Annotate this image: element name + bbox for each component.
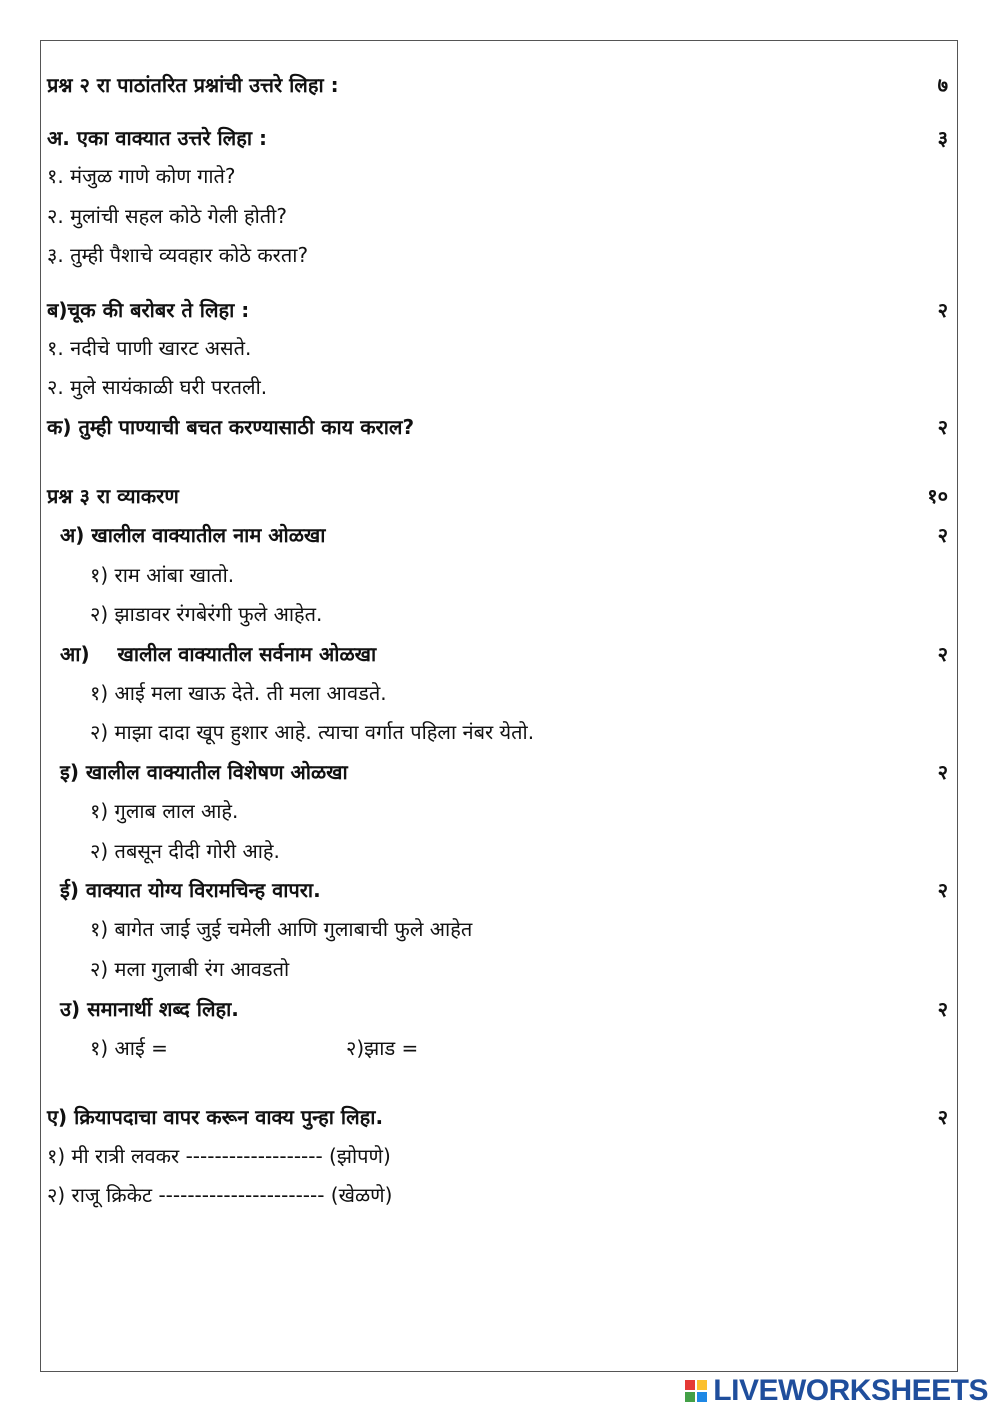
q3i-item — [90, 793, 948, 827]
synonym-item-2: २)झाड = — [345, 1035, 419, 1060]
question-text: २) झाडावर रंगबेरंगी फुले आहेत. — [90, 601, 323, 626]
logo-square — [697, 1380, 707, 1390]
q3i-item — [90, 833, 948, 867]
question-text: १. नदीचे पाणी खारट असते. — [47, 335, 252, 360]
question-text: २) राजू क्रिकेट ----------------------- (खेळणे) — [47, 1182, 393, 1207]
q3-marks: १० — [927, 483, 948, 508]
q3ii-title: ई) वाक्यात योग्य विरामचिन्ह वापरा. — [60, 877, 321, 902]
q3e-item — [47, 1177, 948, 1211]
q2-heading — [47, 67, 948, 101]
q2a-item — [47, 158, 948, 192]
q3aa-marks: २ — [937, 641, 948, 666]
synonym-pair — [90, 1034, 418, 1061]
logo-square — [697, 1392, 707, 1402]
q3e-item — [47, 1138, 948, 1172]
q2b-title: ब)चूक की बरोबर ते लिहा : — [47, 297, 250, 322]
q3u-items — [90, 1030, 948, 1064]
q2a-marks: ३ — [937, 125, 948, 150]
q3aa-title — [60, 640, 376, 667]
q3ii-item — [90, 911, 948, 945]
question-text: १) राम आंबा खातो. — [90, 562, 235, 587]
q3aa-heading — [60, 636, 948, 670]
q2-marks: ७ — [937, 72, 948, 97]
logo-square — [685, 1380, 695, 1390]
q3ii-heading — [60, 872, 948, 906]
q3aa-title-text: खालील वाक्यातील सर्वनाम ओळखा — [117, 641, 377, 666]
q3aa-item — [90, 675, 948, 709]
question-text: २. मुलांची सहल कोठे गेली होती? — [47, 203, 287, 228]
question-text: १) आई मला खाऊ देते. ती मला आवडते. — [90, 680, 387, 705]
q3e-marks: २ — [937, 1104, 948, 1129]
q2b-item — [47, 369, 948, 403]
q2b-heading — [47, 292, 948, 326]
q3u-marks: २ — [937, 996, 948, 1021]
q2c-title: क) तुम्ही पाण्याची बचत करण्यासाठी काय कराल? — [47, 414, 415, 439]
q3i-marks: २ — [937, 759, 948, 784]
q2c-heading — [47, 409, 948, 443]
question-text: २) मला गुलाबी रंग आवडतो — [90, 956, 290, 981]
logo-square — [685, 1392, 695, 1402]
q2b-item — [47, 330, 948, 364]
q3aa-label: आ) — [60, 641, 90, 666]
q2a-title: अ. एका वाक्यात उत्तरे लिहा : — [47, 125, 267, 150]
q3u-heading — [60, 991, 948, 1025]
question-text: २. मुले सायंकाळी घरी परतली. — [47, 374, 268, 399]
q2a-item — [47, 198, 948, 232]
synonym-item-1: १) आई = — [90, 1035, 168, 1060]
q3aa-item — [90, 714, 948, 748]
q3e-heading — [47, 1099, 948, 1133]
q2a-item — [47, 237, 948, 271]
question-text: १) मी रात्री लवकर ------------------- (झोपणे) — [47, 1143, 391, 1168]
q3a-marks: २ — [937, 522, 948, 547]
q3a-title: अ) खालील वाक्यातील नाम ओळखा — [60, 522, 326, 547]
q3e-title: ए) क्रियापदाचा वापर करून वाक्य पुन्हा लिहा. — [47, 1104, 384, 1129]
q3i-title: इ) खालील वाक्यातील विशेषण ओळखा — [60, 759, 348, 784]
question-text: १. मंजुळ गाणे कोण गाते? — [47, 163, 236, 188]
question-text: १) बागेत जाई जुई चमेली आणि गुलाबाची फुले आहेत — [90, 916, 473, 941]
q2c-marks: २ — [937, 414, 948, 439]
q3a-item — [90, 596, 948, 630]
q3a-item — [90, 557, 948, 591]
q3ii-item — [90, 951, 948, 985]
liveworksheets-logo — [685, 1374, 988, 1408]
q3a-heading — [60, 517, 948, 551]
question-text: २) तबसून दीदी गोरी आहे. — [90, 838, 280, 863]
q3u-title: उ) समानार्थी शब्द लिहा. — [60, 996, 239, 1021]
q2a-heading — [47, 120, 948, 154]
q3-heading — [47, 478, 948, 512]
q2-title: प्रश्न २ रा पाठांतरित प्रश्नांची उत्तरे लिहा : — [47, 72, 339, 97]
question-text: १) गुलाब लाल आहे. — [90, 798, 239, 823]
q2b-marks: २ — [937, 297, 948, 322]
q3i-heading — [60, 754, 948, 788]
q3ii-marks: २ — [937, 877, 948, 902]
question-text: २) माझा दादा खूप हुशार आहे. त्याचा वर्गात पहिला नंबर येतो. — [90, 719, 535, 744]
q3-title: प्रश्न ३ रा व्याकरण — [47, 483, 179, 508]
logo-grid-icon — [685, 1380, 707, 1402]
question-text: ३. तुम्ही पैशाचे व्यवहार कोठे करता? — [47, 242, 309, 267]
logo-text: LIVEWORKSHEETS — [713, 1374, 988, 1407]
